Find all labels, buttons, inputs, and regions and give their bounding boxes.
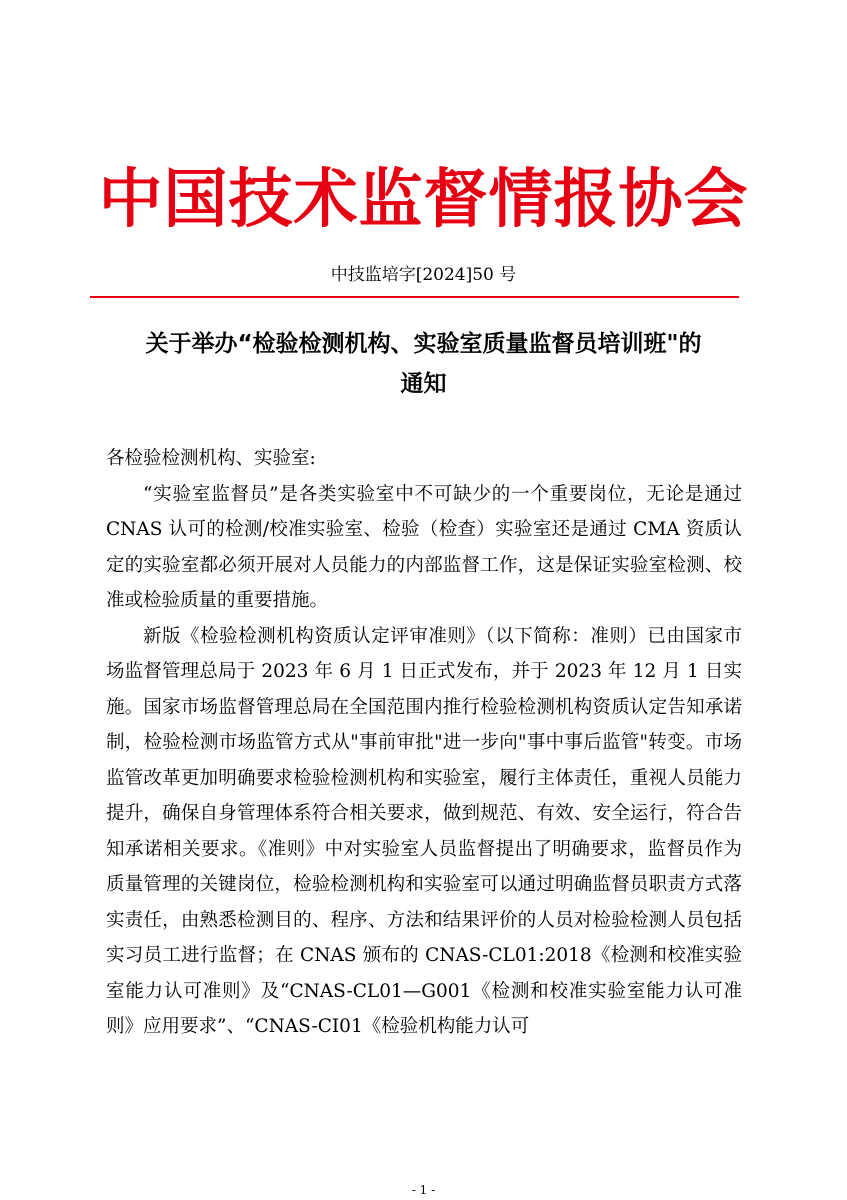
organization-header: 中国技术监督情报协会	[98, 162, 749, 237]
title-line-1: 关于举办“检验检测机构、实验室质量监督员培训班"的	[145, 331, 702, 357]
body-paragraph-2: 新版《检验检测机构资质认定评审准则》（以下简称：准则）已由国家市场监督管理总局于 2023 年 6 月 1 日正式发布，并于 2023 年 12 月 1 日实施。国家市场监督管理总局在全国范围内推行检验检测机构资质认定告知承诺制，检验检测市场监管方式从"事前审批"进一步向"事中事后监管"转变。市场监管改革更加明确要求检验检测机构和实验室，履行主体责任，重视人员能力提升，确保自身管理体系符合相关要求，做到规范、有效、安全运行，符合告知承诺相关要求。《准则》中对实验室人员监督提出了明确要求，监督员作为质量管理的关键岗位，检验检测机构和实验室可以通过明确监督员职责方式落实责任，由熟悉检测目的、程序、方法和结果评价的人员对检验检测人员包括实习员工进行监督；在 CNAS 颁布的 CNAS-CL01:2018《检测和校准实验室能力认可准则》及“CNAS-CL01—G001《检测和校准实验室能力认可准则》应用要求”、“CNAS-CI01《检验机构能力认可	[106, 625, 742, 1037]
body-paragraph-1: “实验室监督员”是各类实验室中不可缺少的一个重要岗位，无论是通过 CNAS 认可的检测/校准实验室、检验（检查）实验室还是通过 CMA 资质认定的实验室都必须开展对人员能力的内部监督工作，这是保证实验室检测、校准或检验质量的重要措施。	[106, 483, 742, 611]
page-number: - 1 -	[411, 1183, 436, 1197]
title-line-2: 通知	[400, 371, 447, 397]
document-number: 中技监培字[2024]50 号	[330, 265, 517, 285]
salutation: 各检验检测机构、实验室:	[106, 448, 316, 469]
document-body	[106, 441, 742, 1045]
header-divider-rule	[90, 296, 739, 298]
document-title	[80, 324, 767, 404]
